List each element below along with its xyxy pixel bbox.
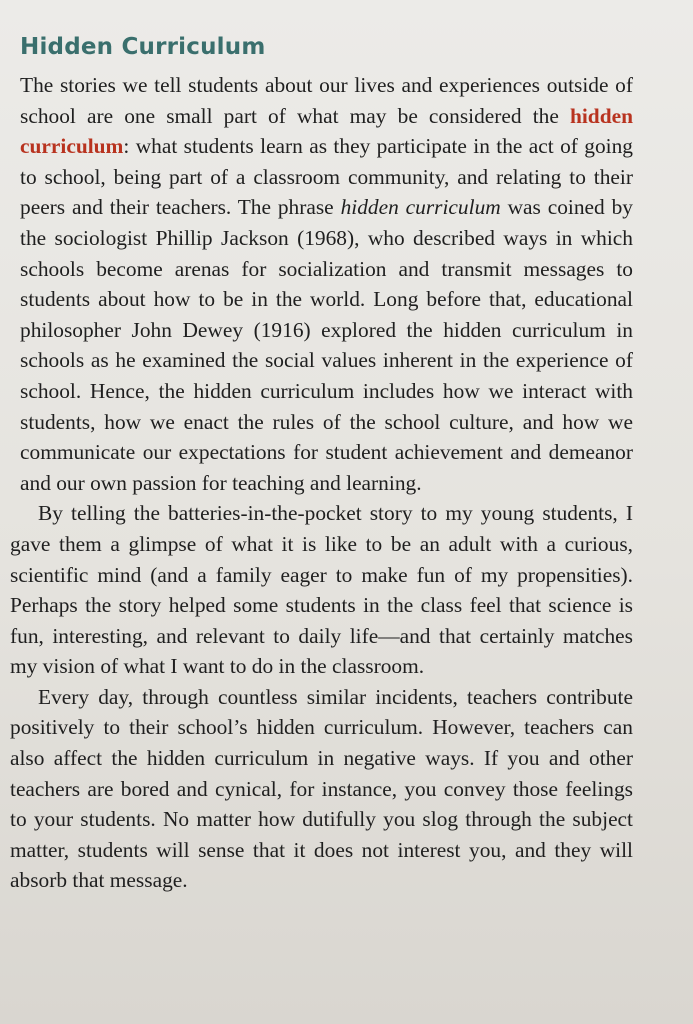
section-heading: Hidden Curriculum bbox=[20, 34, 266, 60]
paragraph-3: Every day, through countless similar incidents, teachers contribute positively to their school’s hidden curriculum. However, teachers can also affect the hidden curriculum in negative ways. If you and other teachers are bored and cynical, for instance, you convey those feelings to your students. No matter how dutifully you slog through the subject matter, students will sense that it does not interest you, and they will absorb that message. bbox=[10, 684, 633, 893]
paragraph-1-rest: was coined by the sociologist Phillip Jackson (1968), who described ways in which schools become arenas for socialization and transmit messages to students about how to be in the world. Long before that, educational philosopher John Dewey (1916) explored the hidden curriculum in schools as he examined the social values inherent in the experience of school. Hence, the hidden curriculum includes how we interact with students, how we enact the rules of the school culture, and how we communicate our expectations for student achievement and demeanor and our own passion for teaching and learning. bbox=[20, 195, 634, 495]
paragraph-1-definition: : what students learn as they participate in the act of going to school, being part of a classroom community, and relating to their peers and their teachers. The phrase bbox=[20, 134, 633, 220]
text-column bbox=[10, 30, 633, 896]
key-term: hidden curriculum bbox=[20, 103, 633, 159]
paragraph-1-intro: The stories we tell students about our lives and experiences outside of school are one small part of what may be considered the bbox=[20, 73, 633, 128]
paragraph-1 bbox=[10, 70, 633, 498]
paragraph-2: By telling the batteries-in-the-pocket story to my young students, I gave them a glimpse of what it is like to be an adult with a curious, scientific mind (and a family eager to make fun of my propensities). Perhaps the story helped some students in the class feel that science is fun, interesting, and relevant to daily life—and that certainly matches my vision of what I want to do in the classroom. bbox=[10, 501, 633, 679]
italic-phrase: hidden curriculum bbox=[340, 195, 501, 220]
